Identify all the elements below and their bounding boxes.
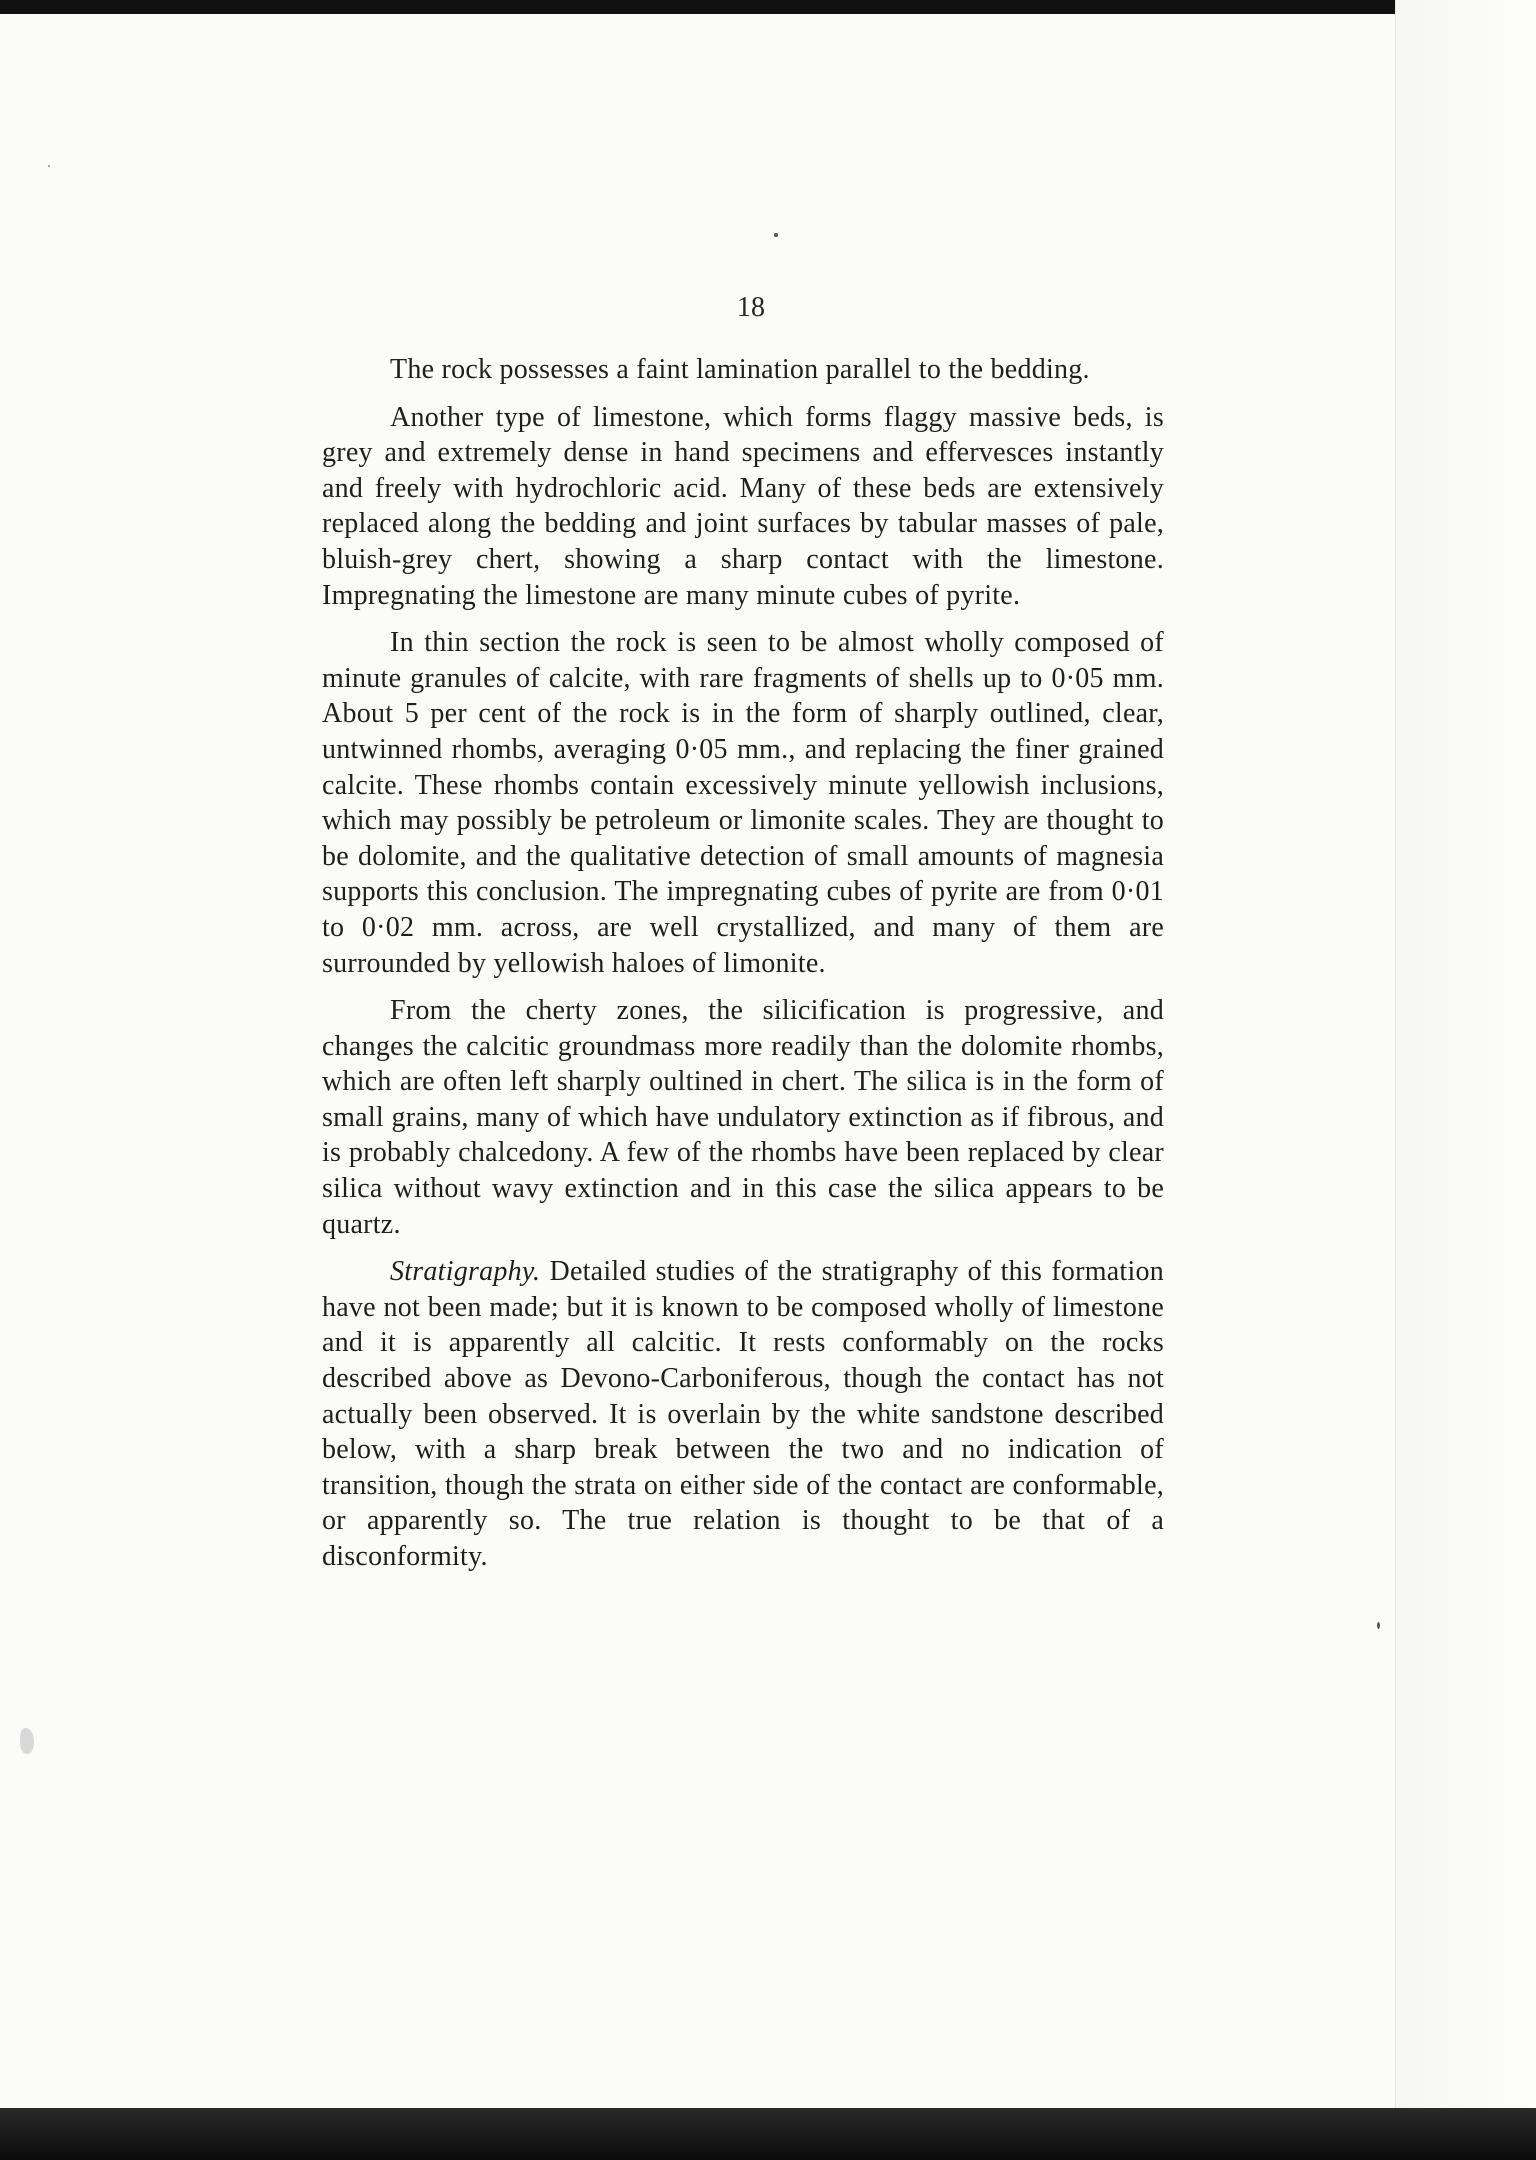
paragraph-text: Detailed studies of the stratigraphy of this formation have not been made; but it is known to be composed wholly of limestone and it is apparently all calcitic. It rests conformably on the rocks described above as Devono-Carboniferous, though the contact has not actually been observed. It is overlain by the white sandstone described below, with a sharp break between the two and no indication of transition, though the strata on either side of the contact are conformable, or apparently so. The true relation is thought to be that of a disconformity. [322,1256,1164,1572]
dust-speck [48,165,50,167]
scan-top-border [0,0,1536,14]
paragraph: The rock possesses a faint lamination parallel to the bedding. [390,354,1090,385]
paragraph: From the cherty zones, the silicification is progressive, and changes the calcitic groundmass more readily than the dolomite rhombs, which are often left sharply oultined in chert. The silica is in the form of small grains, many of which have undulatory extinction as if fibrous, and is probably chalcedony. A few of the rhombs have been replaced by clear silica without wavy extinction and in this case the silica appears to be quartz. [322,995,1164,1240]
dust-speck [774,233,778,237]
paragraph: Another type of limestone, which forms flaggy massive beds, is grey and extremely dense in hand specimens and effervesces instantly and freely with hydrochloric acid. Many of these beds are extensively replaced along the bedding and joint surfaces by tabular masses of pale, bluish-grey chert, showing a sharp contact with the limestone. Impregnating the limestone are many minute cubes of pyrite. [322,401,1164,611]
paragraph-stratigraphy [322,1254,1164,1574]
page-number: 18 [737,292,765,323]
scan-bottom-border [0,2108,1536,2160]
facing-page-edge [1395,0,1536,2160]
section-heading: Stratigraphy. [390,1256,541,1288]
scan-mark [20,1728,34,1754]
paragraph: In thin section the rock is seen to be almost wholly composed of minute granules of calcite, with rare fragments of shells up to 0·05 mm. About 5 per cent of the rock is in the form of sharply outlined, clear, untwinned rhombs, averaging 0·05 mm., and replacing the finer grained calcite. These rhombs contain excessively minute yellowish inclusions, which may possibly be petroleum or limonite scales. They are thought to be dolomite, and the qualitative detection of small amounts of magnesia supports this conclusion. The impregnating cubes of pyrite are from 0·01 to 0·02 mm. across, are well crystallized, and many of them are surrounded by yellowish haloes of limonite. [322,627,1164,979]
dust-speck [1377,1622,1380,1629]
body-text [322,352,1164,1575]
